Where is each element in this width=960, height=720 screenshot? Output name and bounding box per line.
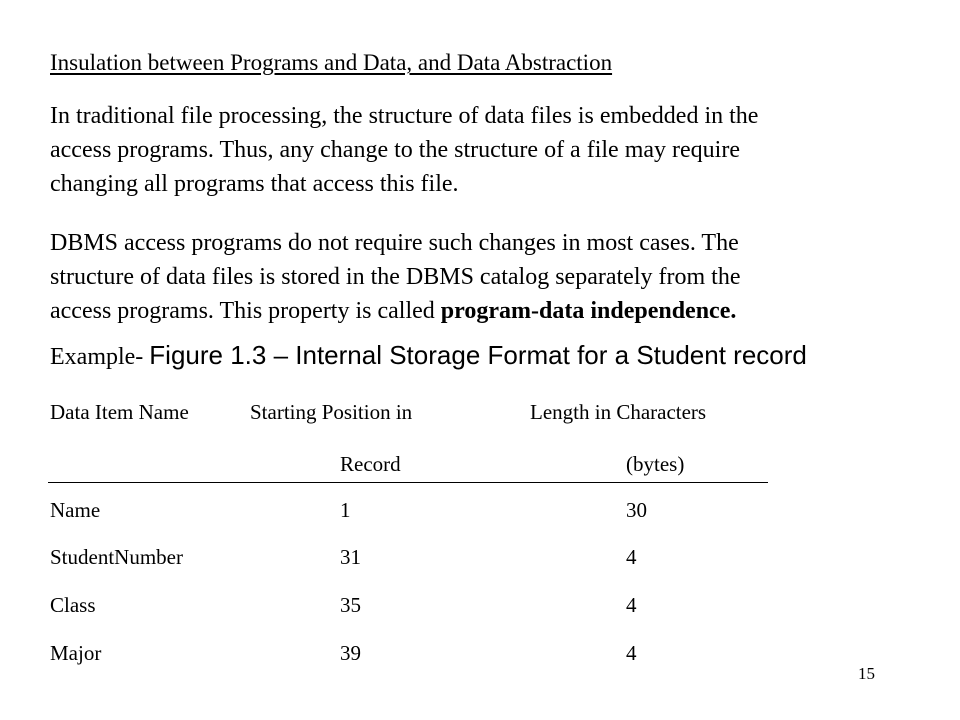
table-cell-item-name: Name — [50, 498, 101, 522]
table-cell-item-name: Class — [50, 593, 96, 617]
paragraph-line: access programs. Thus, any change to the structure of a file may require — [50, 137, 740, 163]
table-cell-start-position: 35 — [340, 593, 361, 617]
table-cell-item-name: StudentNumber — [50, 545, 183, 569]
column-header-starting-position: Starting Position in — [250, 400, 413, 424]
paragraph-traditional-file-processing — [50, 99, 910, 201]
table-cell-item-name: Major — [50, 641, 102, 665]
example-caption — [50, 340, 807, 371]
paragraph-line-last — [50, 294, 910, 328]
table-cell-length: 4 — [626, 593, 637, 617]
table-cell-length: 30 — [626, 498, 647, 522]
table-cell-length: 4 — [626, 545, 637, 569]
paragraph-line: DBMS access programs do not require such changes in most cases. The — [50, 230, 739, 256]
column-header-length: Length in Characters — [530, 400, 707, 424]
paragraph-line: In traditional file processing, the structure of data files is embedded in the — [50, 103, 759, 129]
paragraph-line: changing all programs that access this file. — [50, 171, 459, 197]
example-label: Example- — [50, 344, 144, 370]
figure-title: Figure 1.3 – Internal Storage Format for a Student record — [149, 340, 807, 370]
paragraph-line: structure of data files is stored in the DBMS catalog separately from the — [50, 264, 741, 290]
paragraph-text: access programs. This property is called — [50, 298, 441, 324]
paragraph-dbms-access-programs — [50, 226, 910, 328]
slide-heading: Insulation between Programs and Data, and Data Abstraction — [50, 50, 613, 75]
table-cell-start-position: 31 — [340, 545, 361, 569]
key-term-program-data-independence: program-data independence. — [440, 298, 737, 324]
table-cell-start-position: 1 — [340, 498, 351, 522]
page-number: 15 — [858, 664, 875, 683]
table-cell-start-position: 39 — [340, 641, 361, 665]
column-header-data-item-name: Data Item Name — [50, 400, 189, 424]
column-header-starting-position-line2: Record — [340, 452, 401, 476]
table-cell-length: 4 — [626, 641, 637, 665]
column-header-length-line2: (bytes) — [626, 452, 685, 476]
table-header-divider — [48, 482, 768, 483]
